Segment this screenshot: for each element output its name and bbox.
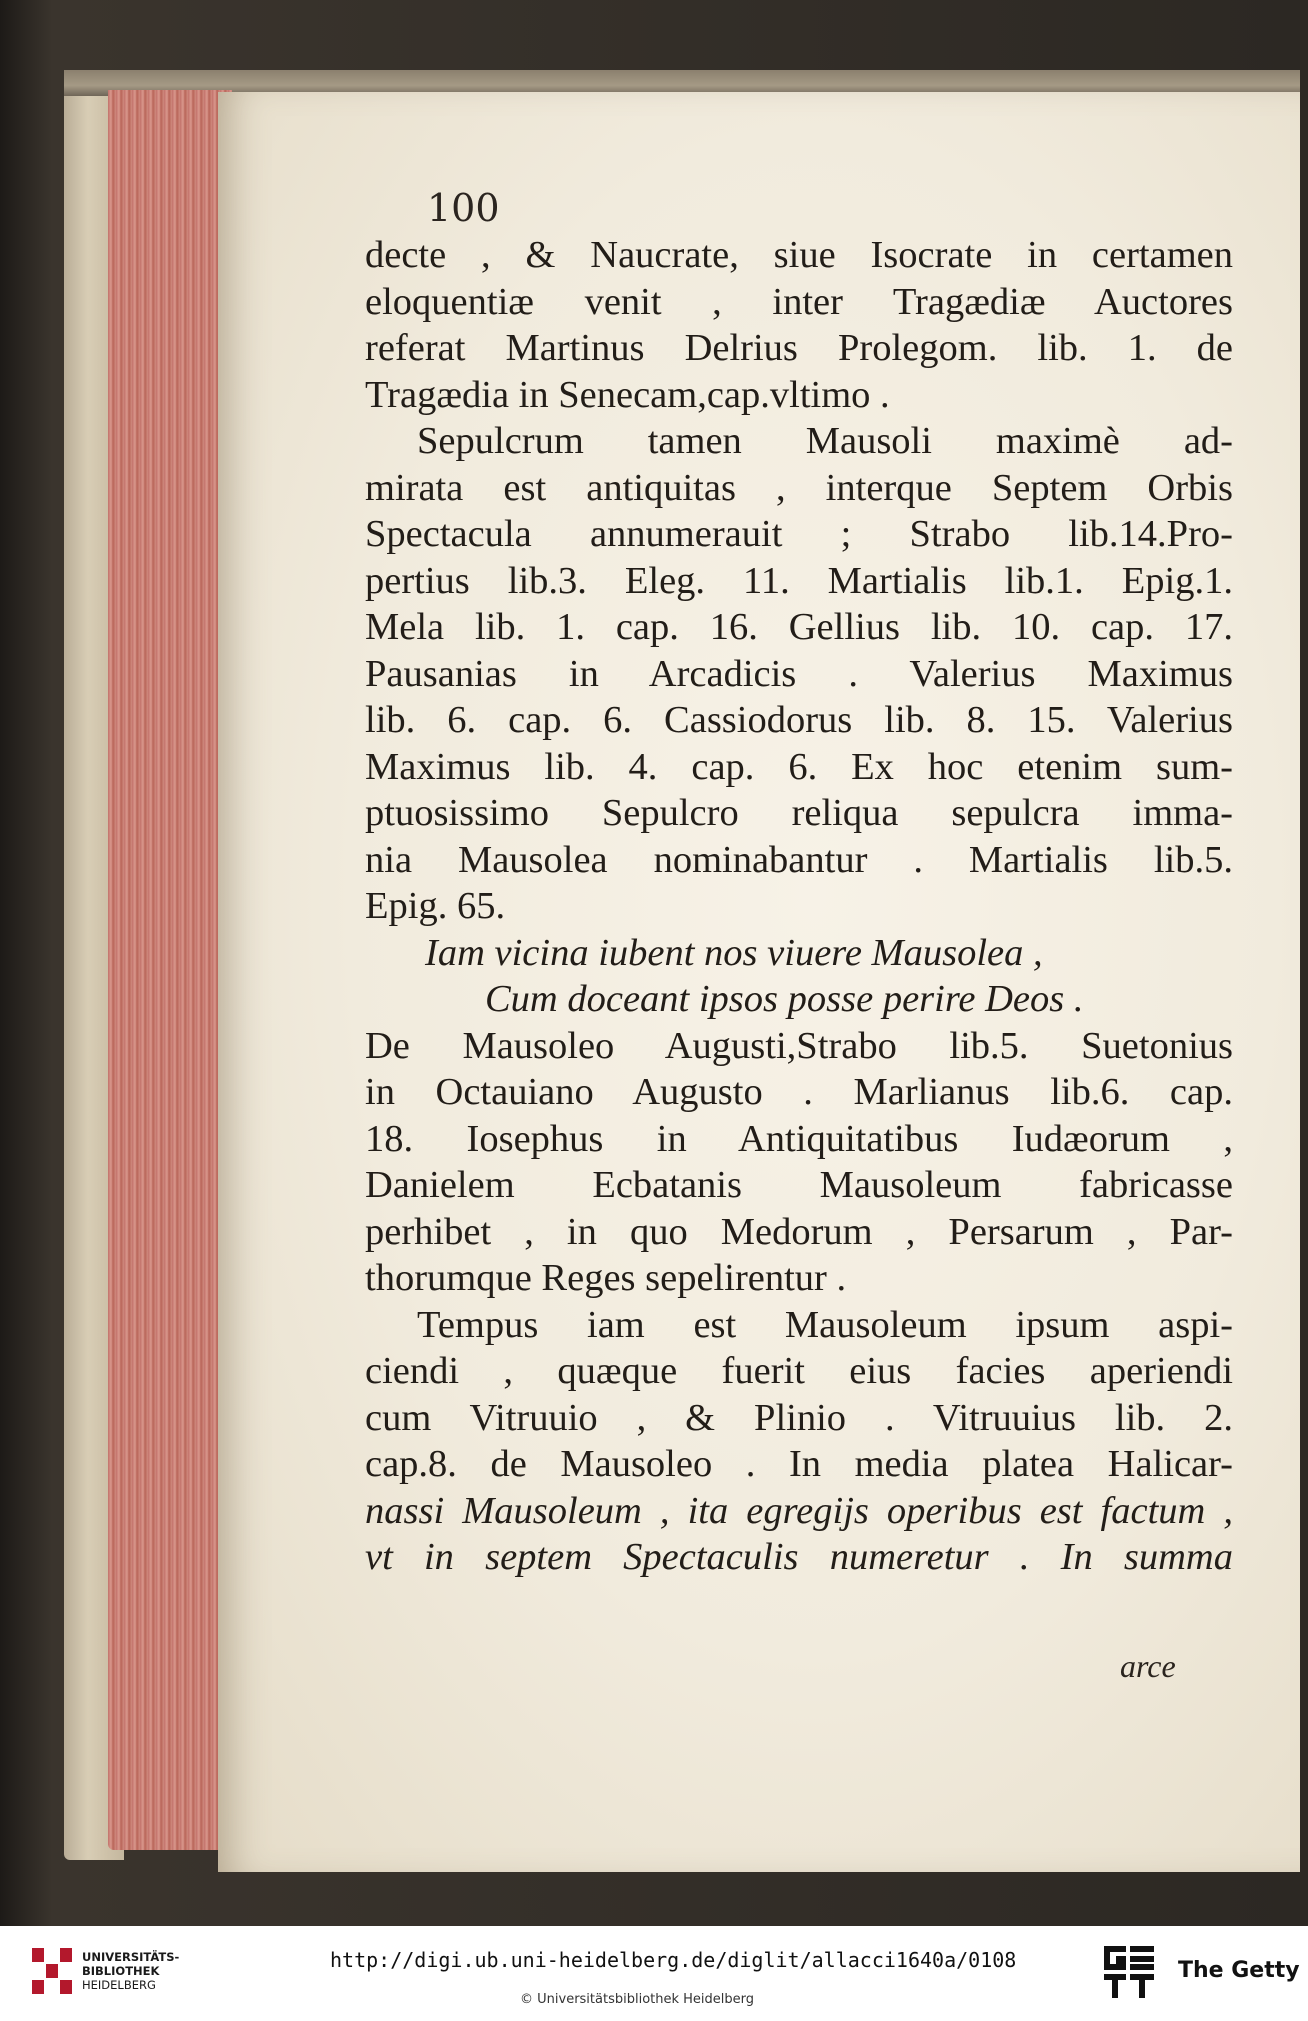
copyright-notice: © Universitätsbibliothek Heidelberg (520, 1992, 755, 2007)
page-number: 100 (427, 186, 500, 230)
text-line: decte , & Naucrate, siue Isocrate in certamen (365, 234, 1233, 276)
library-name[interactable] (82, 1950, 179, 1992)
text-line: cum Vitruuio , & Plinio . Vitruuius lib. 2. (365, 1396, 1233, 1439)
text-line: Pausanias in Arcadicis . Valerius Maximus (365, 652, 1233, 695)
catchword: arce (1120, 1648, 1176, 1684)
text-line: Tragædia in Senecam,cap.vltimo . (365, 373, 890, 416)
text-line: in Octauiano Augusto . Marlianus lib.6. cap. (365, 1071, 1233, 1113)
page-body-text (365, 232, 1233, 1581)
ub-heidelberg-logo-icon[interactable] (32, 1948, 72, 1994)
text-line: pertius lib.3. Eleg. 11. Martialis lib.1. Epig.1. (365, 559, 1233, 602)
footer-bar (0, 1926, 1308, 2021)
text-line: cap.8. de Mausoleo . In media platea Halicar- (365, 1443, 1233, 1485)
text-line: vt in septem Spectaculis numeretur . In summa (365, 1536, 1233, 1578)
text-line: referat Martinus Delrius Prolegom. lib. 1. de (365, 327, 1233, 369)
text-line: perhibet , in quo Medorum , Persarum , Par- (365, 1210, 1233, 1253)
text-line: Sepulcrum tamen Mausoli maximè ad- (417, 420, 1233, 462)
page-edges (108, 90, 232, 1850)
text-line: mirata est antiquitas , interque Septem Orbis (365, 466, 1233, 509)
text-line: De Mausoleo Augusti,Strabo lib.5. Suetonius (365, 1024, 1233, 1067)
text-line: ciendi , quæque fuerit eius facies aperiendi (365, 1350, 1233, 1392)
getty-logo-icon[interactable] (1102, 1944, 1156, 2000)
text-line: Tempus iam est Mausoleum ipsum aspi- (417, 1303, 1233, 1346)
text-line: Spectacula annumerauit ; Strabo lib.14.Pro- (365, 513, 1233, 555)
permalink-url[interactable]: http://digi.ub.uni-heidelberg.de/diglit/allacci1640a/0108 (330, 1948, 1017, 1972)
text-line: lib. 6. cap. 6. Cassiodorus lib. 8. 15. Valerius (365, 699, 1233, 741)
text-line: 18. Iosephus in Antiquitatibus Iudæorum , (365, 1117, 1233, 1160)
text-line: Danielem Ecbatanis Mausoleum fabricasse (365, 1164, 1233, 1206)
text-line: ptuosissimo Sepulcro reliqua sepulcra imma- (365, 792, 1233, 834)
partner-name[interactable]: The Getty (1178, 1958, 1300, 1983)
text-line: Epig. 65. (365, 885, 506, 927)
text-line: thorumque Reges sepelirentur . (365, 1257, 847, 1299)
library-name-line2: BIBLIOTHEK (82, 1964, 160, 1978)
library-name-line3: HEIDELBERG (82, 1978, 156, 1992)
text-line: nia Mausolea nominabantur . Martialis lib.5. (365, 838, 1233, 881)
library-name-line1: UNIVERSITÄTS- (82, 1950, 180, 1964)
text-line: Iam vicina iubent nos viuere Mausolea , (425, 931, 1043, 974)
text-line: nassi Mausoleum , ita egregijs operibus est factum , (365, 1489, 1233, 1532)
text-line: Mela lib. 1. cap. 16. Gellius lib. 10. cap. 17. (365, 606, 1233, 648)
text-line: Maximus lib. 4. cap. 6. Ex hoc etenim sum- (365, 745, 1233, 788)
text-line: Cum doceant ipsos posse perire Deos . (485, 978, 1084, 1020)
text-line: eloquentiæ venit , inter Tragædiæ Auctores (365, 280, 1233, 323)
